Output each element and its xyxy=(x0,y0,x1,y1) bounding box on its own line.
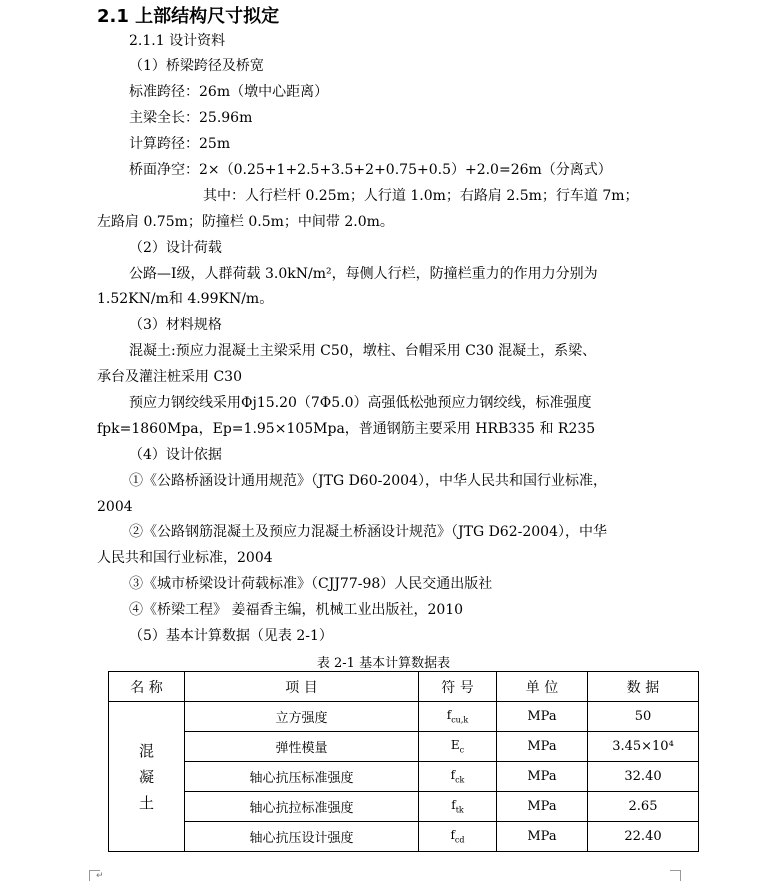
symbol-base: f xyxy=(446,708,452,723)
paragraph-line: （2）设计荷载 xyxy=(129,240,222,256)
basic-data-table xyxy=(108,671,699,852)
paragraph-line: 标准跨径：26m（墩中心距离） xyxy=(129,84,329,100)
paragraph-line: 2004 xyxy=(97,499,133,515)
table-row xyxy=(109,822,699,852)
material-char: 混 xyxy=(138,741,154,760)
unit-cell: MPa xyxy=(497,822,588,852)
table-header-row xyxy=(109,672,699,702)
paragraph-line: 1.52KN/m和 4.99KN/m。 xyxy=(97,291,274,307)
paragraph-line: 其中：人行栏杆 0.25m；人行道 1.0m；右路肩 2.5m；行车道 7m； xyxy=(203,188,639,204)
header-item: 项 目 xyxy=(185,672,419,702)
paragraph-line: fpk=1860Mpa，Ep=1.95×105Mpa，普通钢筋主要采用 HRB335 和 R235 xyxy=(97,421,596,437)
header-value: 数 据 xyxy=(588,672,699,702)
paragraph-line: 主梁全长：25.96m xyxy=(129,110,253,126)
value-cell: 3.45×10⁴ xyxy=(588,732,699,762)
header-unit: 单 位 xyxy=(497,672,588,702)
item-cell: 立方强度 xyxy=(185,702,419,732)
unit-cell: MPa xyxy=(497,792,588,822)
header-symbol: 符 号 xyxy=(419,672,497,702)
paragraph-line: （3）材料规格 xyxy=(129,317,222,333)
symbol-base: f xyxy=(450,768,456,783)
symbol-cell xyxy=(419,822,497,852)
paragraph-mark-icon: ↵ xyxy=(96,871,104,881)
value-cell: 50 xyxy=(588,702,699,732)
paragraph-line: 混凝土:预应力混凝土主梁采用 C50，墩柱、台帽采用 C30 混凝土，系梁、 xyxy=(129,343,597,359)
symbol-subscript: c xyxy=(459,745,465,755)
paragraph-line: 左路肩 0.75m；防撞栏 0.5m；中间带 2.0m。 xyxy=(97,214,394,230)
symbol-subscript: ck xyxy=(455,775,465,785)
symbol-cell xyxy=(419,732,497,762)
unit-cell: MPa xyxy=(497,762,588,792)
paragraph-line: 预应力钢绞线采用Φj15.20（7Φ5.0）高强低松弛预应力钢绞线，标准强度 xyxy=(129,395,592,411)
table-row xyxy=(109,792,699,822)
material-char: 凝 xyxy=(138,767,154,786)
symbol-subscript: cu,k xyxy=(451,715,469,725)
table-row xyxy=(109,702,699,732)
material-char: 土 xyxy=(138,793,154,812)
header-name: 名 称 xyxy=(109,672,185,702)
paragraph-line: ②《公路钢筋混凝土及预应力混凝土桥涵设计规范》（JTG D62-2004），中华 xyxy=(129,524,607,540)
value-cell: 2.65 xyxy=(588,792,699,822)
paragraph-line: （5）基本计算数据（见表 2-1） xyxy=(129,628,333,644)
symbol-cell xyxy=(419,762,497,792)
symbol-base: f xyxy=(450,828,455,843)
item-cell: 轴心抗拉标准强度 xyxy=(185,792,419,822)
unit-cell: MPa xyxy=(497,702,588,732)
paragraph-line: 桥面净空：2×（0.25+1+2.5+3.5+2+0.75+0.5）+2.0=26m（分离式） xyxy=(129,162,612,178)
paragraph-line: 公路—Ⅰ级，人群荷载 3.0kN/m²，每侧人行栏，防撞栏重力的作用力分别为 xyxy=(129,266,598,282)
symbol-subscript: cd xyxy=(454,835,465,845)
paragraph-line: ④《桥梁工程》 姜福香主编，机械工业出版社，2010 xyxy=(129,602,464,618)
paragraph-line: 承台及灌注桩采用 C30 xyxy=(97,369,242,385)
symbol-base: f xyxy=(451,798,456,813)
symbol-cell xyxy=(419,792,497,822)
symbol-base: E xyxy=(450,738,460,753)
paragraph-line: （1）桥梁跨径及桥宽 xyxy=(129,58,264,74)
paragraph-line: ③《城市桥梁设计荷载标准》（CJJ77-98）人民交通出版社 xyxy=(129,576,493,592)
symbol-subscript: tk xyxy=(455,805,464,815)
paragraph-line: 人民共和国行业标准，2004 xyxy=(97,550,273,566)
section-heading: 2.1 上部结构尺寸拟定 xyxy=(97,6,280,27)
item-cell: 轴心抗压设计强度 xyxy=(185,822,419,852)
paragraph-line: 计算跨径：25m xyxy=(129,136,231,152)
unit-cell: MPa xyxy=(497,732,588,762)
material-group-cell xyxy=(109,702,185,852)
value-cell: 32.40 xyxy=(588,762,699,792)
subsection-title: 2.1.1 设计资料 xyxy=(129,33,226,49)
value-cell: 22.40 xyxy=(588,822,699,852)
item-cell: 轴心抗压标准强度 xyxy=(185,762,419,792)
table-caption: 表 2-1 基本计算数据表 xyxy=(316,656,451,671)
paragraph-line: ①《公路桥涵设计通用规范》（JTG D60-2004），中华人民共和国行业标准， xyxy=(129,473,607,489)
table-row xyxy=(109,762,699,792)
symbol-cell xyxy=(419,702,497,732)
paragraph-line: （4）设计依据 xyxy=(129,447,222,463)
item-cell: 弹性模量 xyxy=(185,732,419,762)
page-margin-corner-right xyxy=(670,870,681,881)
table-row xyxy=(109,732,699,762)
